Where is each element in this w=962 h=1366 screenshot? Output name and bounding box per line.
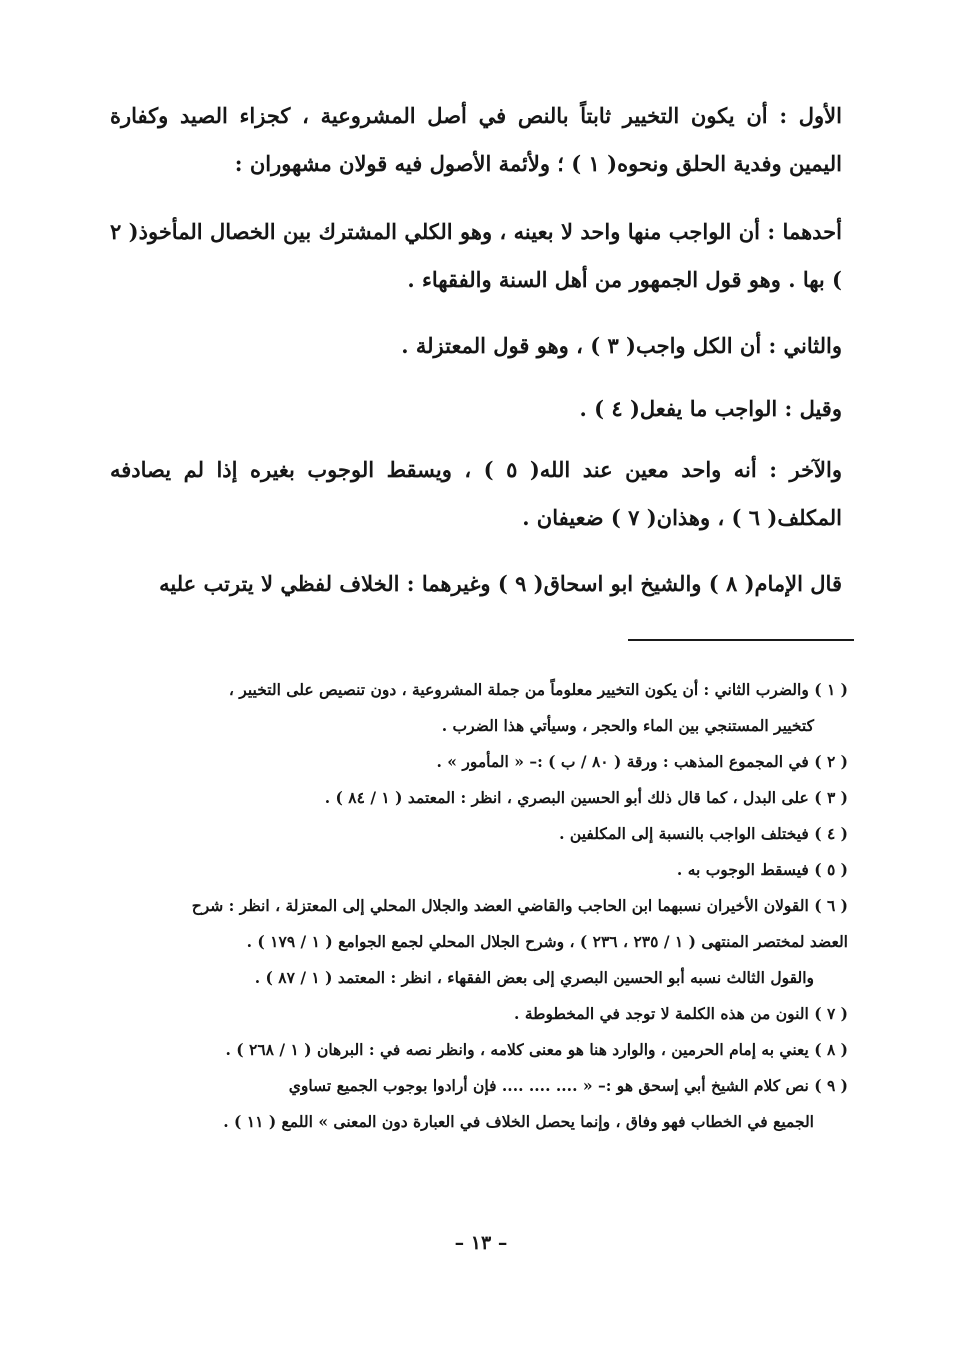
paragraph-second-view [110,322,842,370]
footnote-9: ( ٩ ) نص كلام الشيخ أبي إسحق هو :– « .... .... .... فإن أرادوا بوجوب الجميع تساوي [288,1076,848,1095]
paragraph-text: والثاني : أن الكل واجب( ٣ ) ، وهو قول المعتزلة . [401,333,842,358]
paragraph-text: الأول : أن يكون التخيير ثابتاً بالنص في أصل المشروعية ، كجزاء الصيد وكفارة اليمين وفدية الحلق ونحوه( ١ ) ؛ ولأئمة الأصول فيه قولان مشهوران : [110,103,842,176]
footnote-2: ( ٢ ) في المجموع المذهب : ورقة ( ٨٠ / ب ) :– « المأمور » . [436,752,848,771]
footnote-9-continuation: الجميع في الخطاب فهو وفاق ، وإنما يحصل الخلاف في العبارة دون المعنى » اللمع ( ١١ ) . [223,1112,814,1131]
paragraph-last-view [110,446,842,542]
paragraph-text: وقيل : الواجب ما يفعل( ٤ ) . [579,396,842,421]
paragraph-first-view [110,92,842,188]
page-number: – ١٣ – [454,1232,508,1254]
paragraph-imam-statement [110,560,842,608]
paragraph-other-opinion [110,385,842,433]
paragraph-majority-view [110,208,842,304]
footnote-4: ( ٤ ) فيختلف الواجب بالنسبة إلى المكلفين . [559,824,848,843]
footnote-6-continuation-2: والقول الثالث نسبه أبو الحسين البصري إلى بعض الفقهاء ، انظر : المعتمد ( ١ / ٨٧ ) . [254,968,814,987]
footnotes-section [100,672,848,1140]
paragraph-text: قال الإمام( ٨ ) والشيخ ابو اسحاق( ٩ ) وغيرهما : الخلاف لفظي لا يترتب عليه [159,571,842,596]
footnote-separator-rule [628,639,854,641]
paragraph-text: أحدهما : أن الواجب منها واحد لا بعينه ، وهو الكلي المشترك بين الخصال المأخوذ( ٢ ) بها . وهو قول الجمهور من أهل السنة والفقهاء . [110,219,842,292]
footnote-8: ( ٨ ) يعني به إمام الحرمين ، والوارد هنا هو معنى كلامه ، وانظر نصه في : البرهان ( ١ / ٢٦٨ ) . [225,1040,848,1059]
footnote-5: ( ٥ ) فيسقط الوجوب به . [676,860,848,879]
paragraph-text: والآخر : أنه واحد معين عند الله( ٥ ) ، ويسقط الوجوب بغيره إذا لم يصادفه المكلف( ٦ ) ، وهذان( ٧ ) ضعيفان . [110,457,842,530]
footnote-1: ( ١ ) والضرب الثاني : أن يكون التخيير معلوماً من جملة المشروعية ، دون تنصيص على التخيير ، [228,680,848,699]
footnote-1-continuation: كتخيير المستنجي بين الماء والحجر ، وسيأتي هذا الضرب . [441,716,814,735]
footnote-6: ( ٦ ) القولان الأخيران نسبهما ابن الحاجب والقاضي العضد والجلال المحلي إلى المعتزلة ، انظر : شرح [191,896,848,915]
footnote-7: ( ٧ ) النون من هذه الكلمة لا توجد في المخطوطة . [514,1004,848,1023]
footnote-3: ( ٣ ) على البدل ، كما قال ذلك أبو الحسين البصري ، انظر : المعتمد ( ١ / ٨٤ ) . [324,788,848,807]
footnote-6-continuation: العضد لمختصر المنتهى ( ١ / ٢٣٥ ، ٢٣٦ ) ، وشرح الجلال المحلي لجمع الجوامع ( ١ / ١٧٩ ) . [246,932,848,951]
